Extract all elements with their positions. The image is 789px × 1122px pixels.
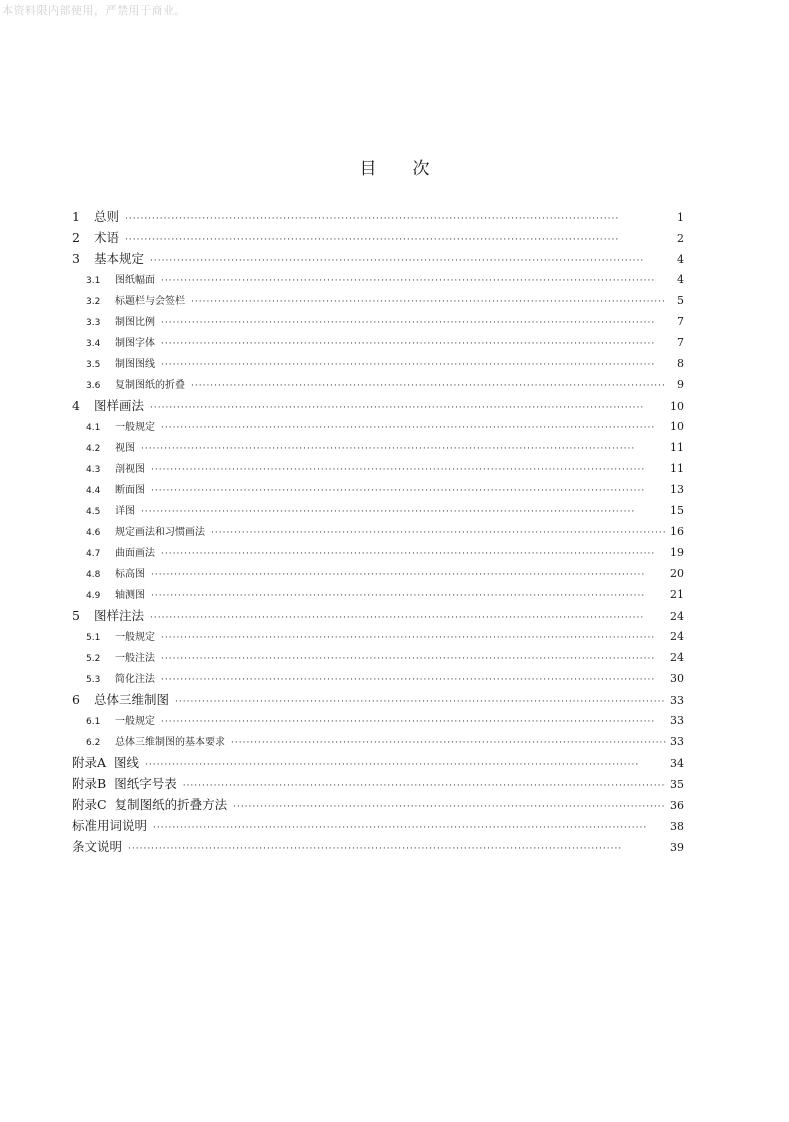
toc-entry-number: 4.2 — [86, 444, 101, 454]
toc-entry-number: 3.1 — [86, 276, 101, 286]
toc-entry[interactable] — [72, 836, 684, 857]
toc-entry-label: 基本规定 — [94, 251, 145, 266]
toc-subentry[interactable] — [72, 416, 684, 437]
toc-entry-label: 剖视图 — [115, 464, 145, 475]
toc-page-number: 1 — [677, 211, 684, 224]
toc-page-number: 35 — [670, 778, 684, 791]
dot-leader — [125, 230, 666, 251]
dot-leader — [233, 797, 666, 818]
toc-subentry[interactable] — [72, 668, 684, 689]
toc-page-number: 10 — [670, 420, 684, 433]
dot-leader — [145, 755, 666, 776]
dot-leader — [161, 313, 666, 334]
toc-entry-label: 一般规定 — [115, 632, 155, 643]
toc-entry-number: 5.2 — [86, 654, 101, 664]
toc-page-number: 4 — [677, 253, 684, 266]
toc-page-number: 30 — [670, 672, 684, 685]
toc-entry-number: 3.4 — [86, 339, 101, 349]
toc-entry-label: 制图字体 — [115, 338, 155, 349]
dot-leader — [150, 251, 666, 272]
dot-leader — [128, 839, 666, 860]
toc-entry-number: 4.3 — [86, 465, 101, 475]
toc-page-number: 7 — [677, 315, 684, 328]
toc-entry[interactable] — [72, 752, 684, 773]
toc-entry-number: 4 — [72, 398, 80, 413]
toc-page-number: 20 — [670, 567, 684, 580]
toc-entry[interactable] — [72, 794, 684, 815]
toc-subentry[interactable] — [72, 269, 684, 290]
page-title — [0, 154, 789, 179]
toc-entry-number: 6.2 — [86, 738, 101, 748]
dot-leader — [141, 502, 666, 523]
dot-leader — [151, 586, 666, 607]
toc-entry-number: 附录B — [72, 776, 107, 791]
toc-page-number: 21 — [670, 588, 684, 601]
dot-leader — [161, 271, 666, 292]
dot-leader — [150, 398, 666, 419]
toc-page-number: 2 — [677, 232, 684, 245]
toc-page-number: 39 — [670, 841, 684, 854]
toc-page-number: 33 — [670, 694, 684, 707]
toc-entry[interactable] — [72, 773, 684, 794]
toc-entry-label: 总则 — [94, 209, 120, 224]
toc-entry-label: 规定画法和习惯画法 — [115, 527, 205, 538]
toc-page-number: 4 — [677, 273, 684, 286]
toc-page-number: 9 — [677, 378, 684, 391]
toc-page-number: 11 — [670, 441, 684, 454]
toc-subentry[interactable] — [72, 332, 684, 353]
toc-entry-number: 4.1 — [86, 423, 101, 433]
toc-entry[interactable] — [72, 206, 684, 227]
toc-entry-label: 一般注法 — [115, 653, 155, 664]
toc-entry-number: 1 — [72, 209, 80, 224]
toc-entry-label: 轴测图 — [115, 590, 145, 601]
dot-leader — [150, 608, 666, 629]
toc-subentry[interactable] — [72, 311, 684, 332]
toc-subentry[interactable] — [72, 542, 684, 563]
toc-page-number: 5 — [677, 294, 684, 307]
toc-entry-number: 4.5 — [86, 507, 101, 517]
dot-leader — [161, 670, 666, 691]
toc-page-number: 33 — [670, 735, 684, 748]
dot-leader — [175, 692, 666, 713]
toc-entry-number: 5.3 — [86, 675, 101, 685]
toc-entry-label: 断面图 — [115, 485, 145, 496]
toc-entry-number: 附录C — [72, 797, 107, 812]
toc-page-number: 24 — [670, 610, 684, 623]
toc-entry-number: 4.6 — [86, 528, 101, 538]
toc-subentry[interactable] — [72, 584, 684, 605]
toc-entry-number: 2 — [72, 230, 80, 245]
toc-page-number: 36 — [670, 799, 684, 812]
toc-entry-label: 复制图纸的折叠 — [115, 380, 185, 391]
toc-subentry[interactable] — [72, 437, 684, 458]
toc-page-number: 19 — [670, 546, 684, 559]
toc-subentry[interactable] — [72, 710, 684, 731]
toc-subentry[interactable] — [72, 563, 684, 584]
toc-entry-number: 5.1 — [86, 633, 101, 643]
toc-page-number: 24 — [670, 651, 684, 664]
toc-entry-label: 曲面画法 — [115, 548, 155, 559]
toc-entry-number: 3.2 — [86, 297, 101, 307]
dot-leader — [125, 209, 666, 230]
toc-entry[interactable] — [72, 689, 684, 710]
dot-leader — [161, 334, 666, 355]
toc-page-number: 11 — [670, 462, 684, 475]
toc-subentry[interactable] — [72, 353, 684, 374]
dot-leader — [161, 418, 666, 439]
toc-entry-number: 附录A — [72, 755, 107, 770]
toc-subentry[interactable] — [72, 626, 684, 647]
toc-entry[interactable] — [72, 248, 684, 269]
dot-leader — [151, 460, 666, 481]
title-char: 次 — [412, 159, 430, 179]
toc-page-number: 38 — [670, 820, 684, 833]
toc-entry-label: 总体三维制图的基本要求 — [115, 737, 225, 748]
toc-page-number: 24 — [670, 630, 684, 643]
dot-leader — [141, 439, 666, 460]
toc-entry-label: 简化注法 — [115, 674, 155, 685]
toc-entry-number: 6 — [72, 692, 80, 707]
toc-page-number: 16 — [670, 525, 684, 538]
dot-leader — [161, 712, 666, 733]
toc-entry-label: 标准用词说明 — [72, 818, 148, 833]
toc-entry-label: 一般规定 — [115, 716, 155, 727]
toc-entry-label: 标高图 — [115, 569, 145, 580]
toc-entry-number: 5 — [72, 608, 80, 623]
toc-entry-number: 3 — [72, 251, 80, 266]
toc-subentry[interactable] — [72, 290, 684, 311]
toc-entry-label: 详图 — [115, 506, 135, 517]
toc-entry-label: 图样画法 — [94, 398, 145, 413]
toc-page-number: 7 — [677, 336, 684, 349]
toc-page-number: 13 — [670, 483, 684, 496]
toc-subentry[interactable] — [72, 500, 684, 521]
toc-entry-number: 4.9 — [86, 591, 101, 601]
toc-entry-label: 标题栏与会签栏 — [115, 296, 185, 307]
toc-subentry[interactable] — [72, 458, 684, 479]
dot-leader — [161, 649, 666, 670]
toc-subentry[interactable] — [72, 479, 684, 500]
toc-entry-number: 3.6 — [86, 381, 101, 391]
toc-subentry[interactable] — [72, 521, 684, 542]
dot-leader — [151, 481, 666, 502]
toc-entry-number: 4.8 — [86, 570, 101, 580]
toc-entry[interactable] — [72, 605, 684, 626]
toc-entry[interactable] — [72, 815, 684, 836]
dot-leader — [151, 565, 666, 586]
dot-leader — [211, 523, 666, 544]
toc-subentry[interactable] — [72, 731, 684, 752]
toc-entry-label: 图纸字号表 — [114, 776, 177, 791]
dot-leader — [183, 776, 666, 797]
toc-entry[interactable] — [72, 395, 684, 416]
toc-entry-number: 3.3 — [86, 318, 101, 328]
toc-page-number: 33 — [670, 714, 684, 727]
toc-entry[interactable] — [72, 227, 684, 248]
dot-leader — [191, 292, 666, 313]
dot-leader — [191, 376, 666, 397]
dot-leader — [161, 355, 666, 376]
toc-entry-label: 条文说明 — [72, 839, 123, 854]
toc-page-number: 8 — [677, 357, 684, 370]
toc-entry-number: 4.7 — [86, 549, 101, 559]
watermark-text: 本资料限内部使用，严禁用于商业。 — [2, 4, 186, 17]
toc-page-number: 15 — [670, 504, 684, 517]
table-of-contents — [72, 206, 684, 857]
toc-entry-label: 视图 — [115, 443, 135, 454]
toc-entry-label: 制图比例 — [115, 317, 155, 328]
toc-entry-number: 3.5 — [86, 360, 101, 370]
dot-leader — [161, 544, 666, 565]
toc-entry-label: 制图图线 — [115, 359, 155, 370]
toc-subentry[interactable] — [72, 647, 684, 668]
dot-leader — [153, 818, 666, 839]
toc-entry-label: 图线 — [114, 755, 140, 770]
toc-entry-label: 总体三维制图 — [94, 692, 170, 707]
dot-leader — [161, 628, 666, 649]
toc-entry-label: 一般规定 — [115, 422, 155, 433]
dot-leader — [231, 733, 666, 754]
toc-entry-label: 图样注法 — [94, 608, 145, 623]
toc-page-number: 10 — [670, 400, 684, 413]
toc-page-number: 34 — [670, 757, 684, 770]
toc-subentry[interactable] — [72, 374, 684, 395]
toc-entry-label: 复制图纸的折叠方法 — [114, 797, 228, 812]
toc-entry-number: 6.1 — [86, 717, 101, 727]
toc-entry-label: 图纸幅面 — [115, 275, 155, 286]
title-char: 目 — [359, 159, 377, 179]
toc-entry-number: 4.4 — [86, 486, 101, 496]
toc-entry-label: 术语 — [94, 230, 120, 245]
